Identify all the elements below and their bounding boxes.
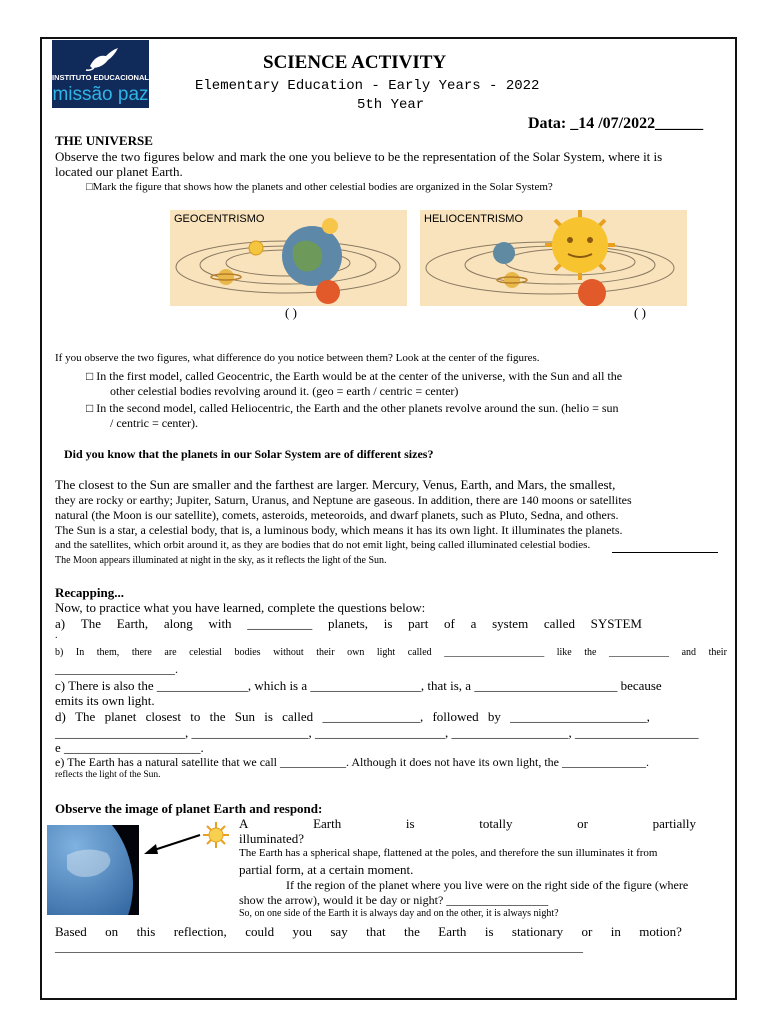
word: closest [145,709,181,724]
observe-question-line2: illuminated? [239,831,304,846]
earth-photo [47,825,139,915]
observe-p5: So, on one side of the Earth it is always day and on the other, it is always night? [239,908,559,919]
sizes-line5: and the satellites, which orbit around it, as they are bodies that do not emit light, being called illuminated celestial bodies. [55,539,591,551]
sizes-line2: they are rocky or earthy; Jupiter, Saturn, Uranus, and Neptune are gaseous. In addition, there are 140 moons or satellites [55,493,632,507]
word: to [190,709,201,724]
word: Earth [438,924,467,939]
grade-year: 5th Year [357,97,425,113]
word: say [330,924,348,939]
word: the [209,709,226,724]
arrow-icon [142,822,242,858]
word: planets, [327,616,369,631]
word: b) [55,647,64,658]
word: is [383,616,393,631]
word: d) [55,709,66,724]
word: planet [104,709,137,724]
sizes-line6: The Moon appears illuminated at night in the sky, as it reflects the light of the Sun. [55,555,387,566]
question-b [55,647,727,658]
word: totally [479,816,513,831]
word: called [543,616,575,631]
word: called [282,709,314,724]
recap-intro: Now, to practice what you have learned, complete the questions below: [55,600,426,615]
blank-field[interactable]: __________ [247,616,313,631]
word: SYSTEM [590,616,642,631]
observe-p1: The Earth has a spherical shape, flattened at the poles, and therefore the sun illuminates it from [239,847,658,859]
question-d-line1 [55,709,650,725]
blank-field[interactable]: ____________________ [444,647,545,658]
question-d-line2[interactable]: ____________________, __________________, ____________________, __________________, ___________________ [55,725,699,740]
word: followed [432,709,479,724]
word: light [376,647,396,658]
word: bodies [234,647,261,658]
bullet-heliocentric-line2: / centric = center). [110,416,199,430]
word: on [105,924,119,939]
word: their [316,647,335,658]
word: a [470,616,477,631]
question-a [55,616,642,632]
word: is [484,924,494,939]
word: by [487,709,501,724]
question-d-line3[interactable]: e _____________________. [55,740,204,755]
intro-line1: Observe the two figures below and mark the one you believe to be the representation of the Solar System, where it is [55,149,663,164]
word: called [407,647,432,658]
page-subtitle: Elementary Education - Early Years - 2022 [195,78,540,94]
word: partially [652,816,696,831]
word: part [408,616,429,631]
word: them, [96,647,120,658]
difference-question: If you observe the two figures, what difference do you notice between them? Look at the center of the figures. [55,352,540,364]
word: in [610,924,621,939]
word: that [366,924,386,939]
word: Earth, [116,616,149,631]
word: of [444,616,455,631]
blank-field[interactable]: _______________, [322,709,424,724]
sizes-line1: The closest to the Sun are smaller and the farthest are larger. Mercury, Venus, Earth, and Mars, the smallest, [55,477,616,492]
word: is [264,709,273,724]
heliocentric-checkbox[interactable]: ( ) [634,305,646,320]
geocentric-checkbox[interactable]: ( ) [285,305,297,320]
word: you [292,924,312,939]
logo-line1: INSTITUTO EDUCACIONAL [52,73,149,82]
section-heading-universe: THE UNIVERSE [55,133,153,148]
word: celestial [189,647,222,658]
bullet-heliocentric-line1 [86,401,619,416]
intro-line2: located our planet Earth. [55,164,183,179]
word: a) [55,616,66,631]
instruction-text: Mark the figure that shows how the planets and other celestial bodies are organized in the Solar System? [92,181,553,193]
page-title: SCIENCE ACTIVITY [263,52,447,73]
question-e-line2: reflects the light of the Sun. [55,770,161,780]
geocentric-label: GEOCENTRISMO [174,213,265,225]
instruction-line [86,181,553,193]
word: and [681,647,697,658]
bullet-geocentric-line1 [86,369,622,384]
observe-p2: partial form, at a certain moment. [239,862,414,877]
word: stationary [511,924,564,939]
bullet-geocentric-text: In the first model, called Geocentric, the Earth would be at the center of the universe, with the Sun and all the [93,369,623,383]
heliocentric-diagram [420,210,687,306]
word: without [273,647,304,658]
geocentric-diagram [170,210,407,306]
observe-question-line1 [239,816,696,832]
word: Based [55,924,87,939]
question-a-dot: . [55,630,58,641]
logo-line2: missão paz [52,84,149,105]
bullet-glyph-icon: □ [86,369,94,383]
question-c-line1[interactable]: c) There is also the ______________, which is a _________________, that is, a ______________________ because [55,678,662,693]
word: Sun [234,709,255,724]
dove-icon [82,46,122,72]
earth-image [47,825,139,915]
word: system [492,616,529,631]
heliocentric-label: HELIOCENTRISMO [424,213,524,225]
word: The [75,709,96,724]
word: with [208,616,232,631]
word: like [556,647,572,658]
word: there [131,647,152,658]
word: own [347,647,365,658]
word: or [577,816,588,831]
word: the [584,647,597,658]
blank-field[interactable]: ____________ [609,647,670,658]
observe-p3: If the region of the planet where you live were on the right side of the figure (where [286,878,689,892]
answer-underline [612,552,718,553]
checkbox-glyph-icon: □ [86,181,93,193]
question-c-line2: emits its own light. [55,693,155,708]
word: In [75,647,85,658]
sizes-line4: The Sun is a star, a celestial body, that is, a luminous body, which means it has its own light. It illuminates the planets. [55,523,623,537]
word: this [136,924,156,939]
final-question [55,924,682,940]
question-b-cont[interactable]: ____________________. [55,662,178,676]
word: is [405,816,415,831]
word: motion? [639,924,682,939]
section-heading-sizes: Did you know that the planets in our Solar System are of different sizes? [64,447,434,461]
bullet-glyph-icon: □ [86,401,94,415]
sizes-line3: natural (the Moon is our satellite), comets, asteroids, meteoroids, and dwarf planets, such as Pluto, Sedna, and others. [55,508,619,522]
final-answer-line[interactable]: ________________________________________________________________________________________ [55,940,583,954]
date-field: Data: _14 /07/2022______ [528,115,704,132]
word: or [581,924,593,939]
word: along [163,616,193,631]
word: could [245,924,275,939]
word: the [404,924,420,939]
section-heading-recap: Recapping... [55,585,124,600]
word: The [80,616,102,631]
school-logo [52,40,149,108]
bullet-heliocentric-text: In the second model, called Heliocentric, the Earth and the other planets revolve around the sun. (helio = sun [93,401,619,415]
observe-p4[interactable]: show the arrow), would it be day or night? _________________ [239,893,549,907]
blank-field[interactable]: _____________________, [510,709,650,724]
word: are [164,647,177,658]
word: their [708,647,727,658]
bullet-geocentric-line2: other celestial bodies revolving around it. (geo = earth / centric = center) [110,384,459,398]
word: Earth [313,816,342,831]
section-heading-observe: Observe the image of planet Earth and respond: [55,801,323,816]
question-e-line1[interactable]: e) The Earth has a natural satellite that we call ___________. Although it does not have its own light, the ______________. [55,755,649,769]
word: reflection, [173,924,227,939]
figure-heliocentric [420,210,687,306]
figure-geocentric [170,210,407,306]
word: A [239,816,249,831]
